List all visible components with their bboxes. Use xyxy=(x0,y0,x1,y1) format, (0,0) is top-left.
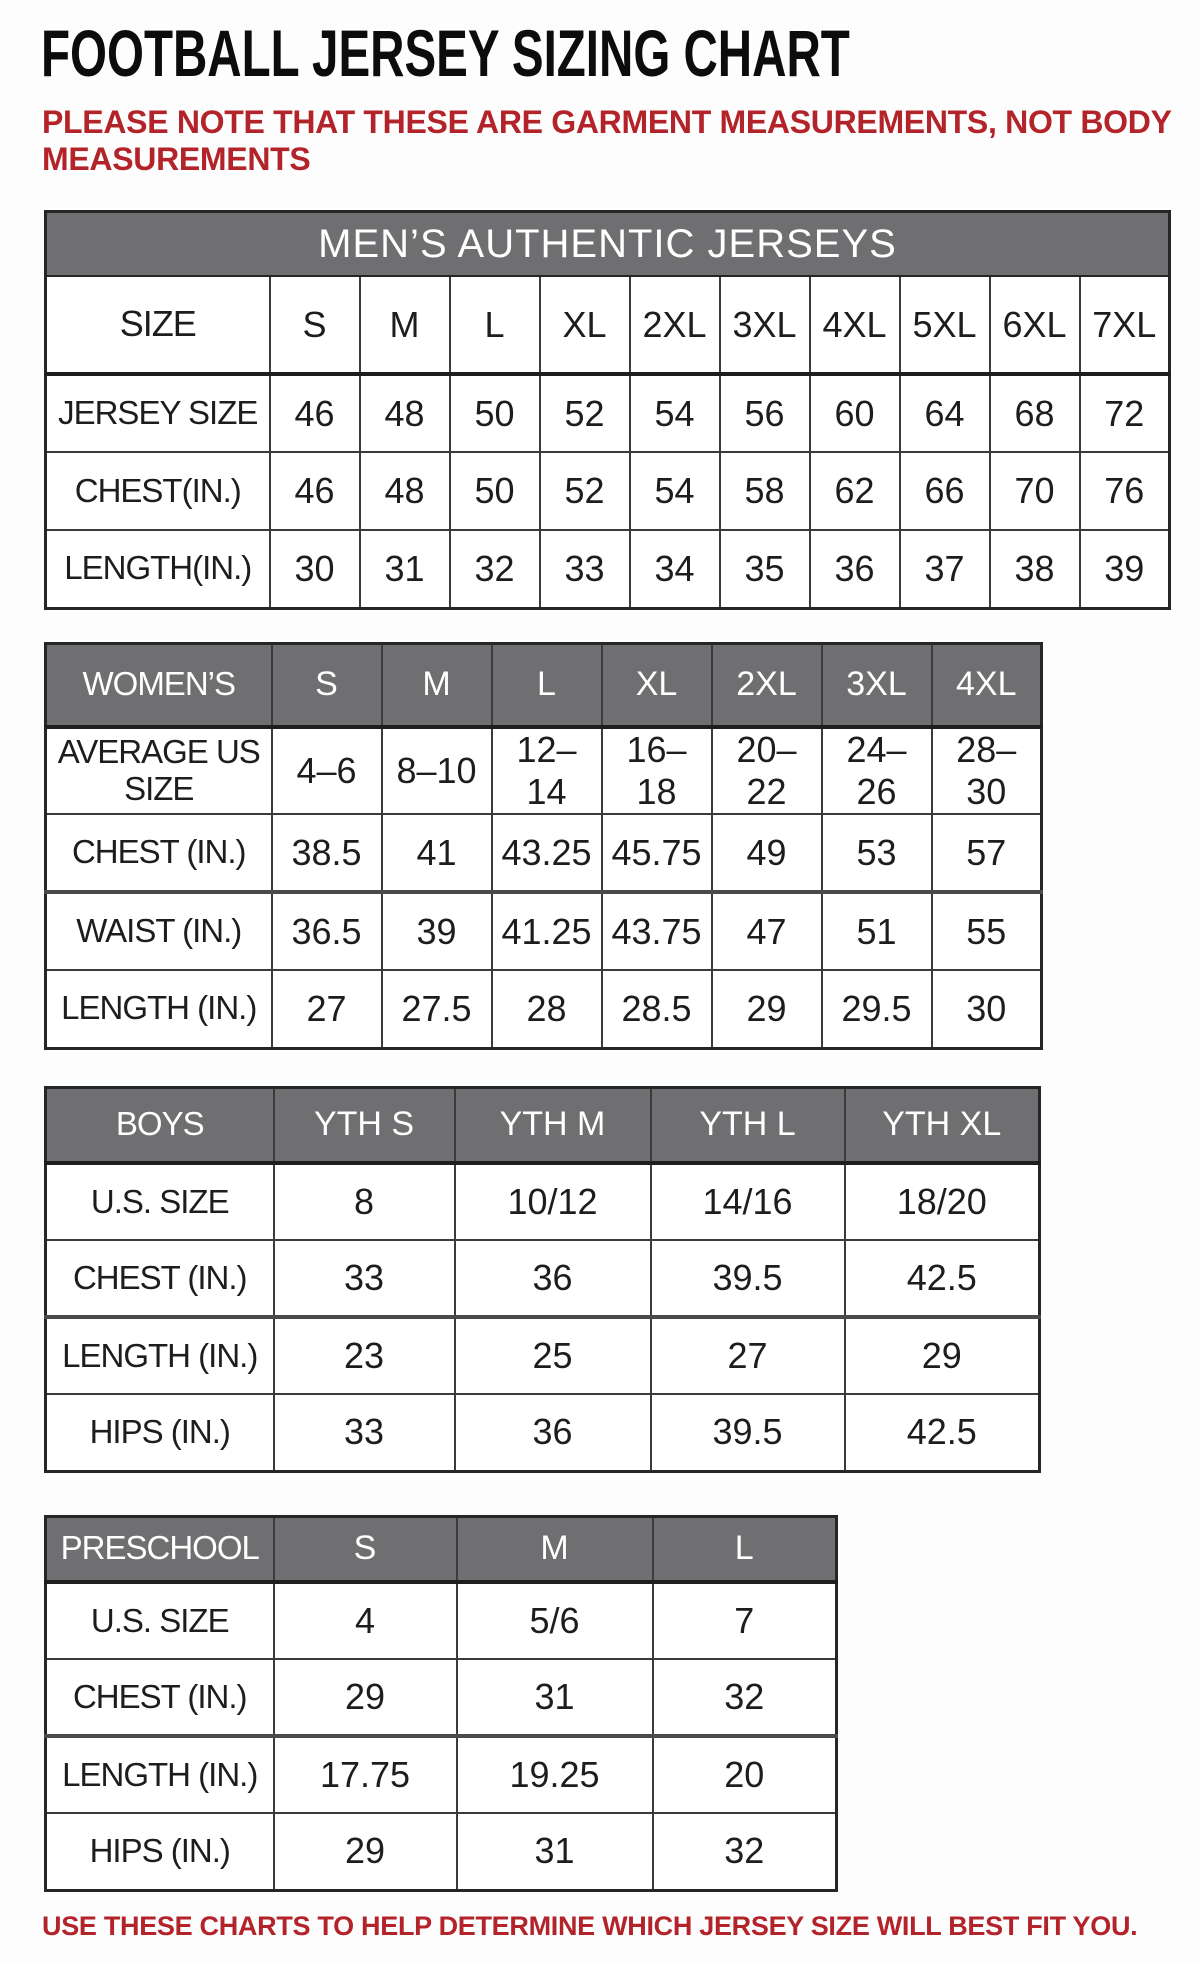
preschool-col-header: L xyxy=(653,1516,837,1582)
boys-col-header: YTH XL xyxy=(845,1087,1040,1163)
mens-cell: 58 xyxy=(720,452,810,530)
womens-cell: 51 xyxy=(822,892,932,970)
mens-chest-row xyxy=(46,452,1170,530)
mens-cell: 48 xyxy=(360,452,450,530)
mens-cell: 46 xyxy=(270,374,360,452)
womens-row-label: LENGTH (IN.) xyxy=(46,970,272,1048)
womens-cell: 43.25 xyxy=(492,814,602,892)
boys-length-row xyxy=(46,1317,1040,1394)
womens-cell: 43.75 xyxy=(602,892,712,970)
womens-cell: 27.5 xyxy=(382,970,492,1048)
mens-col-header: SIZE xyxy=(46,276,270,374)
preschool-cell: 31 xyxy=(457,1813,653,1890)
preschool-cell: 32 xyxy=(653,1813,837,1890)
preschool-us-size-row xyxy=(46,1582,837,1659)
preschool-col-header: M xyxy=(457,1516,653,1582)
mens-size-header-row xyxy=(46,276,1170,374)
mens-cell: 39 xyxy=(1080,530,1170,608)
page-title-text: FOOTBALL JERSEY SIZING CHART xyxy=(41,16,850,90)
mens-cell: 56 xyxy=(720,374,810,452)
mens-col-header: M xyxy=(360,276,450,374)
preschool-cell: 29 xyxy=(274,1659,457,1736)
mens-cell: 70 xyxy=(990,452,1080,530)
mens-col-header: 2XL xyxy=(630,276,720,374)
boys-cell: 42.5 xyxy=(845,1394,1040,1471)
preschool-cell: 29 xyxy=(274,1813,457,1890)
womens-cell: 28–30 xyxy=(932,727,1042,814)
mens-length-row xyxy=(46,530,1170,608)
womens-cell: 28 xyxy=(492,970,602,1048)
womens-cell: 27 xyxy=(272,970,382,1048)
sizing-chart-page xyxy=(0,16,1200,1962)
boys-jerseys-table xyxy=(44,1086,1041,1473)
womens-avg-us-size-row xyxy=(46,727,1042,814)
preschool-header-row xyxy=(46,1516,837,1582)
womens-col-header: 2XL xyxy=(712,643,822,727)
womens-cell: 30 xyxy=(932,970,1042,1048)
boys-cell: 8 xyxy=(274,1163,455,1240)
womens-cell: 41.25 xyxy=(492,892,602,970)
mens-banner: MEN’S AUTHENTIC JERSEYS xyxy=(46,212,1170,277)
preschool-col-header: PRESCHOOL xyxy=(46,1516,274,1582)
womens-cell: 38.5 xyxy=(272,814,382,892)
mens-col-header: XL xyxy=(540,276,630,374)
womens-cell: 47 xyxy=(712,892,822,970)
boys-row-label: HIPS (IN.) xyxy=(46,1394,274,1471)
mens-col-header: 4XL xyxy=(810,276,900,374)
mens-cell: 36 xyxy=(810,530,900,608)
womens-header-row xyxy=(46,643,1042,727)
note-line-1: PLEASE NOTE THAT THESE ARE GARMENT MEASUREMENTS, NOT BODY xyxy=(42,104,1172,140)
mens-col-header: 3XL xyxy=(720,276,810,374)
womens-chest-row xyxy=(46,814,1042,892)
womens-cell: 4–6 xyxy=(272,727,382,814)
boys-hips-row xyxy=(46,1394,1040,1471)
womens-cell: 45.75 xyxy=(602,814,712,892)
mens-cell: 60 xyxy=(810,374,900,452)
mens-row-label: CHEST(IN.) xyxy=(46,452,270,530)
mens-cell: 30 xyxy=(270,530,360,608)
boys-row-label: CHEST (IN.) xyxy=(46,1240,274,1317)
preschool-cell: 32 xyxy=(653,1659,837,1736)
garment-measurements-note xyxy=(42,104,1200,178)
womens-cell: 53 xyxy=(822,814,932,892)
boys-us-size-row xyxy=(46,1163,1040,1240)
boys-cell: 36 xyxy=(455,1394,651,1471)
preschool-cell: 7 xyxy=(653,1582,837,1659)
preschool-jerseys-table xyxy=(44,1515,838,1892)
mens-cell: 35 xyxy=(720,530,810,608)
boys-cell: 27 xyxy=(651,1317,845,1394)
boys-col-header: YTH L xyxy=(651,1087,845,1163)
womens-cell: 12–14 xyxy=(492,727,602,814)
womens-cell: 41 xyxy=(382,814,492,892)
mens-cell: 46 xyxy=(270,452,360,530)
footer-note: USE THESE CHARTS TO HELP DETERMINE WHICH JERSEY SIZE WILL BEST FIT YOU. xyxy=(42,1910,1138,1941)
womens-cell: 49 xyxy=(712,814,822,892)
womens-cell: 36.5 xyxy=(272,892,382,970)
boys-cell: 39.5 xyxy=(651,1394,845,1471)
womens-col-header: S xyxy=(272,643,382,727)
womens-jerseys-table xyxy=(44,642,1043,1050)
preschool-cell: 31 xyxy=(457,1659,653,1736)
boys-col-header: YTH M xyxy=(455,1087,651,1163)
mens-cell: 76 xyxy=(1080,452,1170,530)
womens-cell: 39 xyxy=(382,892,492,970)
mens-cell: 64 xyxy=(900,374,990,452)
boys-row-label: U.S. SIZE xyxy=(46,1163,274,1240)
womens-cell: 24–26 xyxy=(822,727,932,814)
mens-banner-row xyxy=(46,212,1170,277)
mens-cell: 38 xyxy=(990,530,1080,608)
boys-cell: 23 xyxy=(274,1317,455,1394)
mens-cell: 50 xyxy=(450,452,540,530)
preschool-cell: 19.25 xyxy=(457,1736,653,1813)
womens-cell: 28.5 xyxy=(602,970,712,1048)
mens-cell: 52 xyxy=(540,452,630,530)
mens-cell: 48 xyxy=(360,374,450,452)
womens-col-header: XL xyxy=(602,643,712,727)
womens-col-header: 4XL xyxy=(932,643,1042,727)
mens-cell: 66 xyxy=(900,452,990,530)
preschool-cell: 20 xyxy=(653,1736,837,1813)
preschool-cell: 5/6 xyxy=(457,1582,653,1659)
mens-col-header: 5XL xyxy=(900,276,990,374)
mens-cell: 54 xyxy=(630,374,720,452)
boys-cell: 14/16 xyxy=(651,1163,845,1240)
mens-cell: 54 xyxy=(630,452,720,530)
womens-cell: 55 xyxy=(932,892,1042,970)
womens-row-label: WAIST (IN.) xyxy=(46,892,272,970)
mens-cell: 32 xyxy=(450,530,540,608)
preschool-cell: 4 xyxy=(274,1582,457,1659)
note-line-2: MEASUREMENTS xyxy=(42,141,311,177)
preschool-chest-row xyxy=(46,1659,837,1736)
boys-chest-row xyxy=(46,1240,1040,1317)
mens-authentic-jerseys-table xyxy=(44,210,1171,610)
womens-col-header: 3XL xyxy=(822,643,932,727)
boys-cell: 42.5 xyxy=(845,1240,1040,1317)
womens-row-label: AVERAGE US SIZE xyxy=(46,727,272,814)
womens-length-row xyxy=(46,970,1042,1048)
mens-cell: 72 xyxy=(1080,374,1170,452)
preschool-cell: 17.75 xyxy=(274,1736,457,1813)
boys-header-row xyxy=(46,1087,1040,1163)
womens-row-label: CHEST (IN.) xyxy=(46,814,272,892)
mens-cell: 33 xyxy=(540,530,630,608)
preschool-row-label: CHEST (IN.) xyxy=(46,1659,274,1736)
mens-cell: 52 xyxy=(540,374,630,452)
mens-jersey-size-row xyxy=(46,374,1170,452)
boys-cell: 33 xyxy=(274,1240,455,1317)
mens-cell: 34 xyxy=(630,530,720,608)
womens-col-header: L xyxy=(492,643,602,727)
preschool-col-header: S xyxy=(274,1516,457,1582)
boys-cell: 10/12 xyxy=(455,1163,651,1240)
womens-cell: 29 xyxy=(712,970,822,1048)
womens-waist-row xyxy=(46,892,1042,970)
womens-cell: 16–18 xyxy=(602,727,712,814)
preschool-length-row xyxy=(46,1736,837,1813)
preschool-hips-row xyxy=(46,1813,837,1890)
mens-col-header: S xyxy=(270,276,360,374)
mens-cell: 68 xyxy=(990,374,1080,452)
boys-cell: 18/20 xyxy=(845,1163,1040,1240)
mens-cell: 50 xyxy=(450,374,540,452)
mens-cell: 37 xyxy=(900,530,990,608)
womens-col-header: WOMEN’S xyxy=(46,643,272,727)
womens-cell: 20–22 xyxy=(712,727,822,814)
mens-cell: 62 xyxy=(810,452,900,530)
mens-col-header: 7XL xyxy=(1080,276,1170,374)
boys-cell: 39.5 xyxy=(651,1240,845,1317)
boys-cell: 29 xyxy=(845,1317,1040,1394)
womens-cell: 8–10 xyxy=(382,727,492,814)
boys-col-header: BOYS xyxy=(46,1087,274,1163)
mens-col-header: 6XL xyxy=(990,276,1080,374)
boys-cell: 33 xyxy=(274,1394,455,1471)
womens-cell: 29.5 xyxy=(822,970,932,1048)
mens-row-label: LENGTH(IN.) xyxy=(46,530,270,608)
boys-cell: 36 xyxy=(455,1240,651,1317)
mens-col-header: L xyxy=(450,276,540,374)
womens-cell: 57 xyxy=(932,814,1042,892)
boys-col-header: YTH S xyxy=(274,1087,455,1163)
boys-cell: 25 xyxy=(455,1317,651,1394)
preschool-row-label: HIPS (IN.) xyxy=(46,1813,274,1890)
womens-col-header: M xyxy=(382,643,492,727)
mens-row-label: JERSEY SIZE xyxy=(46,374,270,452)
page-title xyxy=(41,16,1200,90)
boys-row-label: LENGTH (IN.) xyxy=(46,1317,274,1394)
mens-cell: 31 xyxy=(360,530,450,608)
preschool-row-label: U.S. SIZE xyxy=(46,1582,274,1659)
preschool-row-label: LENGTH (IN.) xyxy=(46,1736,274,1813)
